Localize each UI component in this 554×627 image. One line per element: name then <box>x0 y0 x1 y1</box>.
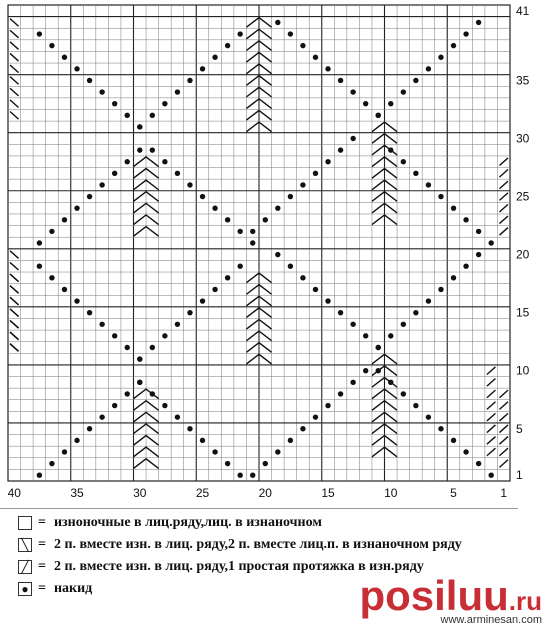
yarn-over-dot <box>49 43 54 48</box>
legend-text: 2 п. вместе изн. в лиц. ряду,1 простая протяжка в изн.ряду <box>53 559 424 574</box>
yarn-over-dot <box>237 229 242 234</box>
yarn-over-dot <box>212 205 217 210</box>
yarn-over-dot <box>200 66 205 71</box>
yarn-over-dot <box>99 322 104 327</box>
site-url: www.arminesan.com <box>440 614 542 626</box>
yarn-over-dot <box>388 101 393 106</box>
yarn-over-dot <box>137 147 142 152</box>
yarn-over-dot <box>74 438 79 443</box>
yarn-over-dot <box>313 414 318 419</box>
yarn-over-dot <box>99 182 104 187</box>
yarn-over-dot <box>325 66 330 71</box>
yarn-over-dot <box>187 78 192 83</box>
yarn-over-dot <box>137 380 142 385</box>
legend-row-empty <box>10 512 546 534</box>
yarn-over-dot <box>49 229 54 234</box>
yarn-over-dot <box>288 31 293 36</box>
yarn-over-dot <box>350 322 355 327</box>
yarn-over-dot <box>413 310 418 315</box>
yarn-over-dot <box>300 426 305 431</box>
yarn-over-dot <box>225 275 230 280</box>
yarn-over-dot <box>74 298 79 303</box>
y-tick-label: 41 <box>516 3 530 18</box>
yarn-over-dot <box>338 391 343 396</box>
yarn-over-dot <box>250 229 255 234</box>
yarn-over-dot <box>187 182 192 187</box>
yarn-over-dot <box>426 298 431 303</box>
x-tick-label: 1 <box>500 486 508 500</box>
yarn-over-dot <box>137 124 142 129</box>
x-tick-label: 40 <box>7 486 21 500</box>
yarn-over-dot <box>376 345 381 350</box>
yarn-over-dot <box>125 113 130 118</box>
yarn-over-dot <box>237 264 242 269</box>
yarn-over-dot <box>74 205 79 210</box>
yarn-over-dot <box>363 101 368 106</box>
yarn-over-dot <box>162 403 167 408</box>
x-tick-label: 30 <box>133 486 147 500</box>
slash-icon: ╱ <box>18 560 32 574</box>
yarn-over-dot <box>162 101 167 106</box>
y-tick-label: 20 <box>516 247 530 262</box>
yarn-over-dot <box>275 252 280 257</box>
yarn-over-dot <box>112 403 117 408</box>
yarn-over-dot <box>463 449 468 454</box>
yarn-over-dot <box>125 159 130 164</box>
yarn-over-dot <box>225 461 230 466</box>
yarn-over-dot <box>49 461 54 466</box>
yarn-over-dot <box>212 55 217 60</box>
yarn-over-dot <box>288 438 293 443</box>
yarn-over-dot <box>463 31 468 36</box>
yarn-over-dot <box>125 345 130 350</box>
yarn-over-dot <box>325 403 330 408</box>
yarn-over-dot <box>150 345 155 350</box>
yarn-over-dot <box>162 159 167 164</box>
yarn-over-dot <box>401 322 406 327</box>
empty-cell-icon <box>18 516 32 530</box>
legend-text: изноночные в лиц.ряду,лиц. в изнаночном <box>53 515 322 530</box>
yarn-over-dot <box>438 426 443 431</box>
yarn-over-dot <box>288 264 293 269</box>
legend-eq: = <box>38 537 46 552</box>
y-tick-label: 25 <box>516 189 530 204</box>
yarn-over-dot <box>175 89 180 94</box>
yarn-over-dot <box>451 438 456 443</box>
yarn-over-dot <box>112 101 117 106</box>
legend-eq: = <box>38 581 46 596</box>
watermark <box>359 572 542 620</box>
legend-eq: = <box>38 559 46 574</box>
yarn-over-dot <box>200 194 205 199</box>
yarn-over-dot <box>162 333 167 338</box>
yarn-over-dot <box>237 472 242 477</box>
yarn-over-dot <box>99 414 104 419</box>
yarn-over-dot <box>488 472 493 477</box>
legend-text: накид <box>53 581 93 596</box>
x-tick-label: 20 <box>258 486 272 500</box>
yarn-over-dot <box>150 113 155 118</box>
yarn-over-dot <box>200 438 205 443</box>
yarn-over-dot <box>338 78 343 83</box>
yarn-over-dot <box>37 240 42 245</box>
yarn-over-dot <box>125 391 130 396</box>
yarn-over-dot <box>300 43 305 48</box>
legend-eq: = <box>38 515 46 530</box>
yarn-over-dot <box>37 31 42 36</box>
dot-icon: ● <box>18 582 32 596</box>
yarn-over-dot <box>37 472 42 477</box>
yarn-over-dot <box>263 461 268 466</box>
yarn-over-dot <box>137 356 142 361</box>
yarn-over-dot <box>225 217 230 222</box>
yarn-over-dot <box>313 55 318 60</box>
legend-divider <box>0 508 518 509</box>
yarn-over-dot <box>401 391 406 396</box>
y-tick-label: 1 <box>516 468 523 483</box>
legend-text: 2 п. вместе изн. в лиц. ряду,2 п. вместе лиц.п. в изнаночном ряду <box>53 537 462 552</box>
yarn-over-dot <box>350 136 355 141</box>
yarn-over-dot <box>413 171 418 176</box>
yarn-over-dot <box>62 449 67 454</box>
yarn-over-dot <box>37 264 42 269</box>
y-tick-label: 10 <box>516 363 530 378</box>
yarn-over-dot <box>426 414 431 419</box>
yarn-over-dot <box>488 240 493 245</box>
yarn-over-dot <box>275 449 280 454</box>
yarn-over-dot <box>401 159 406 164</box>
yarn-over-dot <box>438 55 443 60</box>
yarn-over-dot <box>87 310 92 315</box>
yarn-over-dot <box>263 217 268 222</box>
yarn-over-dot <box>401 89 406 94</box>
yarn-over-dot <box>175 322 180 327</box>
watermark-suffix: .ru <box>508 586 542 616</box>
y-tick-label: 35 <box>516 73 530 88</box>
yarn-over-dot <box>363 333 368 338</box>
yarn-over-dot <box>426 66 431 71</box>
yarn-over-dot <box>476 20 481 25</box>
yarn-over-dot <box>338 147 343 152</box>
yarn-over-dot <box>300 275 305 280</box>
yarn-over-dot <box>438 194 443 199</box>
yarn-over-dot <box>275 205 280 210</box>
yarn-over-dot <box>87 194 92 199</box>
yarn-over-dot <box>388 333 393 338</box>
y-tick-label: 30 <box>516 131 530 146</box>
yarn-over-dot <box>187 426 192 431</box>
yarn-over-dot <box>212 449 217 454</box>
yarn-over-dot <box>463 217 468 222</box>
yarn-over-dot <box>451 205 456 210</box>
yarn-over-dot <box>87 426 92 431</box>
x-tick-label: 10 <box>384 486 398 500</box>
yarn-over-dot <box>350 89 355 94</box>
yarn-over-dot <box>225 43 230 48</box>
yarn-over-dot <box>112 333 117 338</box>
yarn-over-dot <box>62 287 67 292</box>
x-tick-label: 35 <box>70 486 84 500</box>
yarn-over-dot <box>175 414 180 419</box>
yarn-over-dot <box>451 275 456 280</box>
yarn-over-dot <box>463 264 468 269</box>
yarn-over-dot <box>99 89 104 94</box>
yarn-over-dot <box>313 287 318 292</box>
yarn-over-dot <box>325 159 330 164</box>
yarn-over-dot <box>212 287 217 292</box>
yarn-over-dot <box>476 461 481 466</box>
yarn-over-dot <box>112 171 117 176</box>
yarn-over-dot <box>150 147 155 152</box>
yarn-over-dot <box>49 275 54 280</box>
yarn-over-dot <box>275 20 280 25</box>
yarn-over-dot <box>175 171 180 176</box>
yarn-over-dot <box>62 217 67 222</box>
yarn-over-dot <box>87 78 92 83</box>
yarn-over-dot <box>250 472 255 477</box>
yarn-over-dot <box>413 78 418 83</box>
x-tick-label: 15 <box>321 486 335 500</box>
yarn-over-dot <box>62 55 67 60</box>
yarn-over-dot <box>426 182 431 187</box>
yarn-over-dot <box>250 240 255 245</box>
yarn-over-dot <box>363 368 368 373</box>
yarn-over-dot <box>376 113 381 118</box>
yarn-over-dot <box>476 252 481 257</box>
yarn-over-dot <box>200 298 205 303</box>
yarn-over-dot <box>476 229 481 234</box>
yarn-over-dot <box>438 287 443 292</box>
legend-row-dec-left <box>10 534 546 556</box>
yarn-over-dot <box>187 310 192 315</box>
x-tick-label: 25 <box>195 486 210 500</box>
y-tick-label: 5 <box>516 421 523 436</box>
x-tick-label: 5 <box>450 486 457 500</box>
y-tick-label: 15 <box>516 305 530 320</box>
yarn-over-dot <box>338 310 343 315</box>
yarn-over-dot <box>300 182 305 187</box>
backslash-icon: ╲ <box>18 538 32 552</box>
yarn-over-dot <box>325 298 330 303</box>
yarn-over-dot <box>288 194 293 199</box>
yarn-over-dot <box>74 66 79 71</box>
yarn-over-dot <box>451 43 456 48</box>
yarn-over-dot <box>313 171 318 176</box>
watermark-brand: posiluu <box>359 572 509 619</box>
yarn-over-dot <box>350 380 355 385</box>
yarn-over-dot <box>237 31 242 36</box>
yarn-over-dot <box>413 403 418 408</box>
